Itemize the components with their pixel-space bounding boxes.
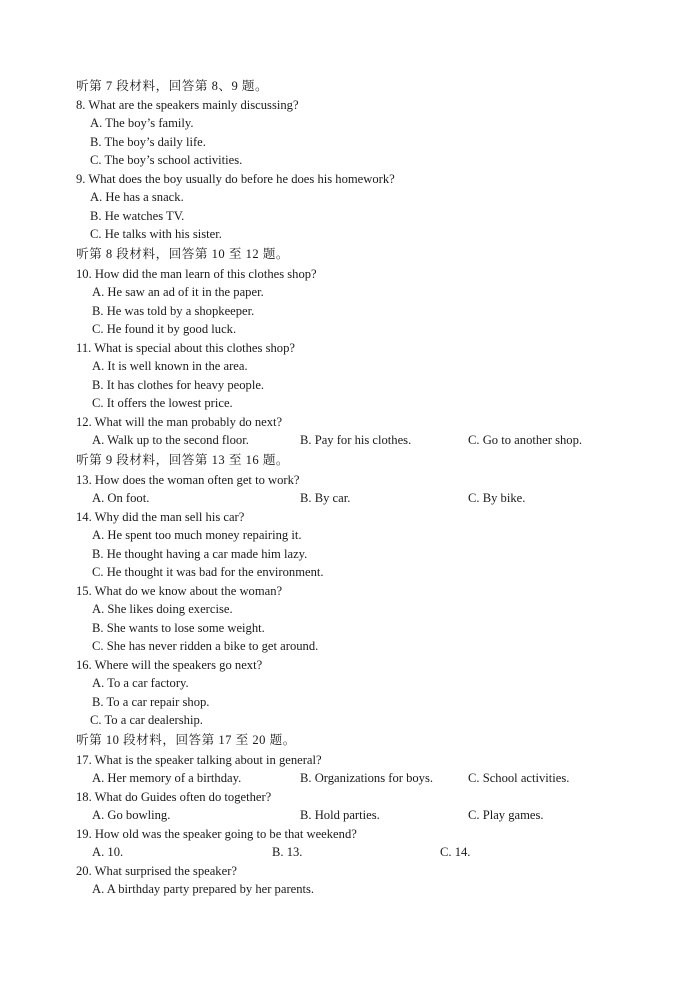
option-a: A. Walk up to the second floor. (92, 433, 249, 447)
question-stem: 13. How does the woman often get to work? (76, 473, 300, 487)
question-stem: 15. What do we know about the woman? (76, 584, 283, 598)
option-c: C. By bike. (468, 491, 526, 505)
option-b: B. Pay for his clothes. (300, 433, 412, 447)
question-stem: 14. Why did the man sell his car? (76, 510, 245, 524)
option-c: C. It offers the lowest price. (92, 396, 233, 410)
option-c: C. To a car dealership. (90, 713, 203, 727)
option-b: B. He watches TV. (90, 209, 185, 223)
question-stem: 11. What is special about this clothes shop? (76, 341, 295, 355)
option-c: C. He found it by good luck. (92, 322, 237, 336)
question-stem: 12. What will the man probably do next? (76, 415, 283, 429)
option-a: A. Go bowling. (92, 808, 171, 822)
option-b: B. Hold parties. (300, 808, 380, 822)
option-a: A. To a car factory. (92, 676, 189, 690)
option-b: B. It has clothes for heavy people. (92, 378, 265, 392)
option-c: C. School activities. (468, 771, 570, 785)
option-b: B. To a car repair shop. (92, 695, 210, 709)
option-a: A. He spent too much money repairing it. (92, 528, 302, 542)
option-a: A. Her memory of a birthday. (92, 771, 242, 785)
option-a: A. 10. (92, 845, 124, 859)
option-a: A. It is well known in the area. (92, 359, 248, 373)
question-stem: 19. How old was the speaker going to be that weekend? (76, 827, 357, 841)
option-c: C. Go to another shop. (468, 433, 583, 447)
option-a: A. On foot. (92, 491, 150, 505)
question-stem: 16. Where will the speakers go next? (76, 658, 263, 672)
option-c: C. He thought it was bad for the environment. (92, 565, 324, 579)
question-stem: 17. What is the speaker talking about in general? (76, 753, 322, 767)
question-stem: 18. What do Guides often do together? (76, 790, 272, 804)
question-stem: 8. What are the speakers mainly discussing? (76, 98, 299, 112)
question-stem: 20. What surprised the speaker? (76, 864, 237, 878)
option-c: C. Play games. (468, 808, 544, 822)
option-b: B. He was told by a shopkeeper. (92, 304, 255, 318)
option-b: B. 13. (272, 845, 303, 859)
option-a: A. A birthday party prepared by her parents. (92, 882, 315, 896)
option-c: C. 14. (440, 845, 471, 859)
option-b: B. By car. (300, 491, 351, 505)
option-c: C. She has never ridden a bike to get around. (92, 639, 319, 653)
option-c: C. The boy’s school activities. (90, 153, 243, 167)
option-a: A. She likes doing exercise. (92, 602, 233, 616)
option-a: A. He saw an ad of it in the paper. (92, 285, 264, 299)
section-heading: 听第 7 段材料，回答第 8、9 题。 (76, 79, 269, 93)
question-stem: 10. How did the man learn of this clothes shop? (76, 267, 317, 281)
question-stem: 9. What does the boy usually do before he does his homework? (76, 172, 395, 186)
option-b: B. She wants to lose some weight. (92, 621, 265, 635)
option-a: A. He has a snack. (90, 190, 184, 204)
option-b: B. He thought having a car made him lazy. (92, 547, 308, 561)
section-heading: 听第 8 段材料，回答第 10 至 12 题。 (76, 247, 289, 261)
option-b: B. The boy’s daily life. (90, 135, 206, 149)
option-b: B. Organizations for boys. (300, 771, 434, 785)
option-c: C. He talks with his sister. (90, 227, 222, 241)
section-heading: 听第 10 段材料，回答第 17 至 20 题。 (76, 733, 296, 747)
section-heading: 听第 9 段材料，回答第 13 至 16 题。 (76, 453, 289, 467)
option-a: A. The boy’s family. (90, 116, 194, 130)
